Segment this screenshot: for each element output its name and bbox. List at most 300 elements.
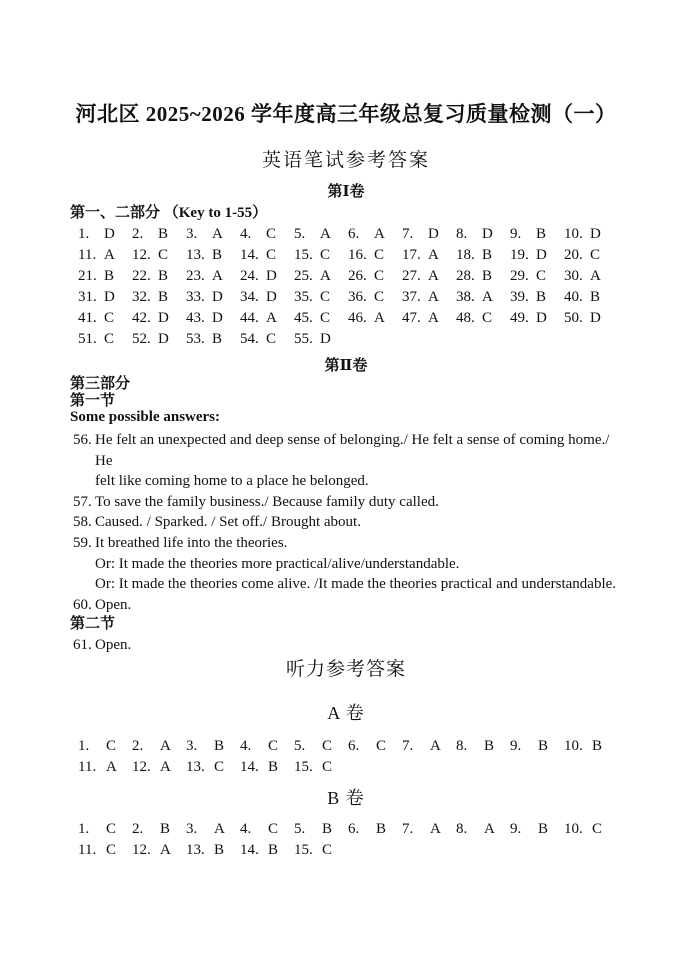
question-number: 15. <box>294 758 313 775</box>
question-number: 40. <box>564 289 583 305</box>
answer-letter: C <box>106 841 117 858</box>
answer-cell <box>294 266 348 287</box>
answer-cell <box>294 736 348 757</box>
listening-b-grid <box>70 819 622 861</box>
answer-letter: A <box>212 226 223 242</box>
question-number: 50. <box>564 310 583 326</box>
answer-cell <box>186 266 240 287</box>
answer-letter: A <box>374 226 385 242</box>
answer-cell <box>456 245 510 266</box>
answer-text: It breathed life into the theories. <box>95 534 288 551</box>
question-number: 31. <box>78 289 97 305</box>
answer-letter: D <box>320 331 331 347</box>
answer-row <box>78 224 622 245</box>
question-number: 22. <box>132 268 151 284</box>
question-number: 43. <box>186 310 205 326</box>
answer-cell <box>402 287 456 308</box>
answer-letter: B <box>538 820 549 837</box>
question-number: 41. <box>78 310 97 326</box>
answer-letter: B <box>536 289 547 305</box>
answer-letter: A <box>482 289 493 305</box>
answer-cell <box>78 757 132 778</box>
answer-letter: B <box>212 247 223 263</box>
question-number: 4. <box>240 226 252 242</box>
answer-letter: A <box>160 841 171 858</box>
answer-letter: A <box>428 310 439 326</box>
answer-letter: D <box>104 289 115 305</box>
question-number: 38. <box>456 289 475 305</box>
question-number: 7. <box>402 226 414 242</box>
question-number: 26. <box>348 268 367 284</box>
question-number: 34. <box>240 289 259 305</box>
answer-letter: A <box>266 310 277 326</box>
answer-cell <box>294 840 348 861</box>
question-number: 11. <box>78 841 97 858</box>
answer-letter: A <box>160 758 171 775</box>
answer-row <box>78 329 622 350</box>
question-number: 3. <box>186 226 198 242</box>
answer-letter: D <box>590 310 601 326</box>
question-number: 6. <box>348 820 360 837</box>
answer-cell <box>240 840 294 861</box>
answer-letter: B <box>158 268 169 284</box>
question-number: 11. <box>78 758 97 775</box>
answer-cell <box>564 736 618 757</box>
question-number: 30. <box>564 268 583 284</box>
question-number: 19. <box>510 247 529 263</box>
answer-cell <box>240 329 294 350</box>
question-number: 12. <box>132 758 151 775</box>
question-number: 18. <box>456 247 475 263</box>
document-subtitle: 英语笔试参考答案 <box>261 150 430 171</box>
question-number: 6. <box>348 737 360 754</box>
paper-b-heading: B 卷 <box>327 787 365 808</box>
answer-cell <box>78 224 132 245</box>
answer-cell <box>456 266 510 287</box>
answer-cell <box>240 308 294 329</box>
answer-line <box>73 554 622 575</box>
question-number: 53. <box>186 331 205 347</box>
answer-letter: C <box>106 737 117 754</box>
answer-cell <box>510 224 564 245</box>
answer-letter: C <box>374 247 385 263</box>
answer-cell <box>132 266 186 287</box>
question-number: 11. <box>78 247 97 263</box>
answer-cell <box>78 266 132 287</box>
answer-number: 57. <box>73 493 92 510</box>
question-number: 28. <box>456 268 475 284</box>
answer-letter: D <box>536 310 547 326</box>
answer-letter: C <box>592 820 603 837</box>
answer-letter: C <box>322 841 333 858</box>
answer-cell <box>510 736 564 757</box>
answer-cell <box>402 266 456 287</box>
answer-letter: D <box>104 226 115 242</box>
answer-letter: C <box>266 226 277 242</box>
question-number: 55. <box>294 331 313 347</box>
answer-cell <box>240 757 294 778</box>
answer-cell <box>132 840 186 861</box>
answer-cell <box>186 840 240 861</box>
answer-text: Open. <box>95 637 132 654</box>
question-number: 20. <box>564 247 583 263</box>
question-number: 54. <box>240 331 259 347</box>
answer-row <box>78 736 622 757</box>
answer-letter: B <box>590 289 601 305</box>
answer-letter: C <box>320 289 331 305</box>
question-number: 2. <box>132 737 144 754</box>
answer-cell <box>564 266 618 287</box>
answer-letter: B <box>268 841 279 858</box>
answer-cell <box>240 819 294 840</box>
listening-a-grid <box>70 736 622 778</box>
question-number: 42. <box>132 310 151 326</box>
answer-cell <box>294 819 348 840</box>
answer-cell <box>348 308 402 329</box>
question-number: 45. <box>294 310 313 326</box>
answer-letter: A <box>320 226 331 242</box>
answer-cell <box>294 245 348 266</box>
paper-a-heading: A 卷 <box>327 702 365 723</box>
answer-cell <box>402 308 456 329</box>
question-number: 3. <box>186 820 198 837</box>
answer-letter: D <box>266 268 277 284</box>
answer-cell <box>348 266 402 287</box>
question-number: 48. <box>456 310 475 326</box>
answer-cell <box>564 819 618 840</box>
answer-letter: A <box>320 268 331 284</box>
question-number: 16. <box>348 247 367 263</box>
answer-letter: D <box>212 310 223 326</box>
question-number: 7. <box>402 820 414 837</box>
answer-cell <box>78 308 132 329</box>
answer-text: felt like coming home to a place he belonged. <box>95 473 369 490</box>
question-number: 49. <box>510 310 529 326</box>
answer-cell <box>348 736 402 757</box>
answer-row <box>78 287 622 308</box>
answer-cell <box>132 757 186 778</box>
question-number: 39. <box>510 289 529 305</box>
answer-cell <box>456 224 510 245</box>
answer-cell <box>456 308 510 329</box>
question-number: 13. <box>186 758 205 775</box>
answer-letter: A <box>590 268 601 284</box>
answer-number: 56. <box>73 432 92 448</box>
question-number: 3. <box>186 737 198 754</box>
answer-letter: C <box>482 310 493 326</box>
question-number: 7. <box>402 737 414 754</box>
answer-cell <box>132 329 186 350</box>
answer-cell <box>294 224 348 245</box>
written-answers-list <box>70 430 622 615</box>
question-number: 2. <box>132 820 144 837</box>
answer-text: Or: It made the theories more practical/alive/understandable. <box>95 555 460 572</box>
question-number: 12. <box>132 841 151 858</box>
answer-letter: C <box>266 331 277 347</box>
answer-letter: C <box>158 247 169 263</box>
answer-letter: B <box>536 226 547 242</box>
question-number: 24. <box>240 268 259 284</box>
answer-letter: D <box>482 226 493 242</box>
question-number: 21. <box>78 268 97 284</box>
answer-cell <box>240 224 294 245</box>
answer-cell <box>510 819 564 840</box>
answer-cell <box>294 308 348 329</box>
answer-letter: C <box>104 310 115 326</box>
answer-letter: A <box>428 289 439 305</box>
answer-number <box>73 471 95 492</box>
question-number: 9. <box>510 820 522 837</box>
answer-row <box>78 308 622 329</box>
question-number: 1. <box>78 737 90 754</box>
answer-cell <box>294 287 348 308</box>
question-number: 8. <box>456 226 468 242</box>
answer-letter: C <box>374 289 385 305</box>
question-number: 36. <box>348 289 367 305</box>
answer-line <box>73 430 622 471</box>
answer-number: 60. <box>73 596 92 613</box>
answer-letter: C <box>268 820 279 837</box>
answer-letter: C <box>104 331 115 347</box>
answer-text: He felt an unexpected and deep sense of belonging./ He felt a sense of coming home./ He <box>95 432 610 469</box>
answer-row <box>78 266 622 287</box>
answer-cell <box>348 819 402 840</box>
answer-letter: A <box>430 820 441 837</box>
answer-cell <box>186 287 240 308</box>
question-number: 23. <box>186 268 205 284</box>
answer-cell <box>132 819 186 840</box>
answer-letter: C <box>214 758 225 775</box>
question-number: 5. <box>294 737 306 754</box>
question-number: 9. <box>510 737 522 754</box>
answer-letter: D <box>212 289 223 305</box>
answer-letter: B <box>322 820 333 837</box>
question-number: 8. <box>456 820 468 837</box>
answer-cell <box>510 287 564 308</box>
possible-answers-intro: Some possible answers: <box>70 409 221 425</box>
answer-cell <box>564 245 618 266</box>
answer-cell <box>564 224 618 245</box>
answer-letter: B <box>484 737 495 754</box>
answer-cell <box>240 266 294 287</box>
answer-cell <box>348 245 402 266</box>
answer-cell <box>78 329 132 350</box>
question-number: 10. <box>564 226 583 242</box>
section1-label: 第一节 <box>70 393 116 409</box>
answer-letter: B <box>104 268 115 284</box>
answer-row <box>78 245 622 266</box>
answer-cell <box>78 287 132 308</box>
answer-cell <box>348 224 402 245</box>
question-number: 33. <box>186 289 205 305</box>
answer-letter: D <box>266 289 277 305</box>
answer-letter: A <box>428 268 439 284</box>
question-number: 35. <box>294 289 313 305</box>
question-number: 27. <box>402 268 421 284</box>
answer-letter: B <box>268 758 279 775</box>
answer-letter: C <box>106 820 117 837</box>
answer-cell <box>186 757 240 778</box>
section2-label: 第二节 <box>70 616 116 633</box>
answer-line <box>73 635 622 656</box>
question-number: 2. <box>132 226 144 242</box>
answer-cell <box>402 224 456 245</box>
question-number: 13. <box>186 841 205 858</box>
question-number: 8. <box>456 737 468 754</box>
answer-cell <box>510 308 564 329</box>
answer-text: To save the family business./ Because family duty called. <box>95 493 439 510</box>
answer-cell <box>78 819 132 840</box>
answer-line <box>73 492 622 513</box>
answer-line <box>73 512 622 533</box>
answer-text: Or: It made the theories come alive. /It made the theories practical and understandable. <box>95 576 617 593</box>
answer-line <box>73 471 622 492</box>
answer-letter: B <box>214 841 225 858</box>
volume2-heading: 第Ⅱ卷 <box>324 358 368 374</box>
answer-cell <box>132 308 186 329</box>
answer-cell <box>402 245 456 266</box>
answer-letter: A <box>212 268 223 284</box>
answer-cell <box>186 329 240 350</box>
answer-letter: D <box>536 247 547 263</box>
answer-cell <box>402 819 456 840</box>
answer-cell <box>132 287 186 308</box>
answer-cell <box>132 736 186 757</box>
answer-letter: D <box>428 226 439 242</box>
question-number: 46. <box>348 310 367 326</box>
answer-cell <box>456 287 510 308</box>
answer-letter: B <box>158 226 169 242</box>
answer-letter: A <box>374 310 385 326</box>
question-number: 10. <box>564 737 583 754</box>
question-number: 14. <box>240 841 259 858</box>
answer-cell <box>240 245 294 266</box>
answer-cell <box>348 287 402 308</box>
answer-letter: C <box>268 737 279 754</box>
question-number: 10. <box>564 820 583 837</box>
answer-cell <box>510 266 564 287</box>
answer-cell <box>510 245 564 266</box>
answer-letter: C <box>536 268 547 284</box>
answer-cell <box>240 736 294 757</box>
answer-cell <box>294 757 348 778</box>
question-number: 51. <box>78 331 97 347</box>
question-number: 9. <box>510 226 522 242</box>
answer-letter: B <box>214 737 225 754</box>
question-number: 6. <box>348 226 360 242</box>
answer-cell <box>186 224 240 245</box>
answer-cell <box>132 245 186 266</box>
answer-cell <box>186 245 240 266</box>
answer-row <box>78 819 622 840</box>
answer-letter: B <box>158 289 169 305</box>
answer-letter: C <box>320 310 331 326</box>
answer-letter: B <box>482 247 493 263</box>
question-number: 32. <box>132 289 151 305</box>
question-number: 37. <box>402 289 421 305</box>
answer-number: 61. <box>73 637 92 654</box>
answer-letter: A <box>430 737 441 754</box>
answer-letter: B <box>160 820 171 837</box>
listening-section-title: 听力参考答案 <box>285 658 406 680</box>
question-number: 52. <box>132 331 151 347</box>
answer-cell <box>78 736 132 757</box>
answer-letter: A <box>104 247 115 263</box>
question-number: 1. <box>78 820 90 837</box>
question-number: 14. <box>240 758 259 775</box>
question-number: 17. <box>402 247 421 263</box>
answer-letter: C <box>590 247 601 263</box>
question-number: 29. <box>510 268 529 284</box>
answer-letter: C <box>266 247 277 263</box>
answer-cell <box>186 308 240 329</box>
answer-cell <box>186 736 240 757</box>
answer-letter: D <box>158 331 169 347</box>
answer-letter: D <box>158 310 169 326</box>
answer-cell <box>402 736 456 757</box>
answer-number: 58. <box>73 514 92 531</box>
answer-letter: A <box>484 820 495 837</box>
answer-letter: B <box>538 737 549 754</box>
answer-letter: C <box>322 737 333 754</box>
question-number: 5. <box>294 820 306 837</box>
question-number: 5. <box>294 226 306 242</box>
question-number: 15. <box>294 247 313 263</box>
answer-cell <box>294 329 348 350</box>
answer-letter: A <box>106 758 117 775</box>
answer-cell <box>456 819 510 840</box>
question-number: 44. <box>240 310 259 326</box>
answer-letter: B <box>482 268 493 284</box>
answer-cell <box>132 224 186 245</box>
answer-cell <box>564 287 618 308</box>
question-number: 25. <box>294 268 313 284</box>
question-number: 1. <box>78 226 90 242</box>
question-number: 14. <box>240 247 259 263</box>
answer-cell <box>564 308 618 329</box>
question-number: 4. <box>240 820 252 837</box>
answer-line <box>73 595 622 616</box>
answer-number: 59. <box>73 534 92 551</box>
volume1-heading: 第Ⅰ卷 <box>327 184 365 200</box>
answer-letter: B <box>376 820 387 837</box>
answer-cell <box>240 287 294 308</box>
answer-letter: C <box>376 737 387 754</box>
answer-line <box>73 574 622 595</box>
part1-2-label: 第一、二部分 （Key to 1-55） <box>70 205 268 221</box>
answer-letter: A <box>160 737 171 754</box>
answer-letter: A <box>428 247 439 263</box>
question-number: 47. <box>402 310 421 326</box>
answer-cell <box>186 819 240 840</box>
question-number: 15. <box>294 841 313 858</box>
part3-label: 第三部分 <box>70 376 131 392</box>
answer-letter: A <box>214 820 225 837</box>
answer-letter: C <box>320 247 331 263</box>
answer-cell <box>78 245 132 266</box>
answer-row <box>78 757 622 778</box>
answer-cell <box>456 736 510 757</box>
answer-line <box>73 533 622 554</box>
written-answer-grid <box>70 224 622 350</box>
section2-answer <box>70 635 622 656</box>
answer-text: Caused. / Sparked. / Set off./ Brought about. <box>95 514 361 531</box>
answer-letter: B <box>592 737 603 754</box>
answer-cell <box>78 840 132 861</box>
answer-number <box>73 574 95 595</box>
answer-row <box>78 840 622 861</box>
answer-letter: C <box>322 758 333 775</box>
